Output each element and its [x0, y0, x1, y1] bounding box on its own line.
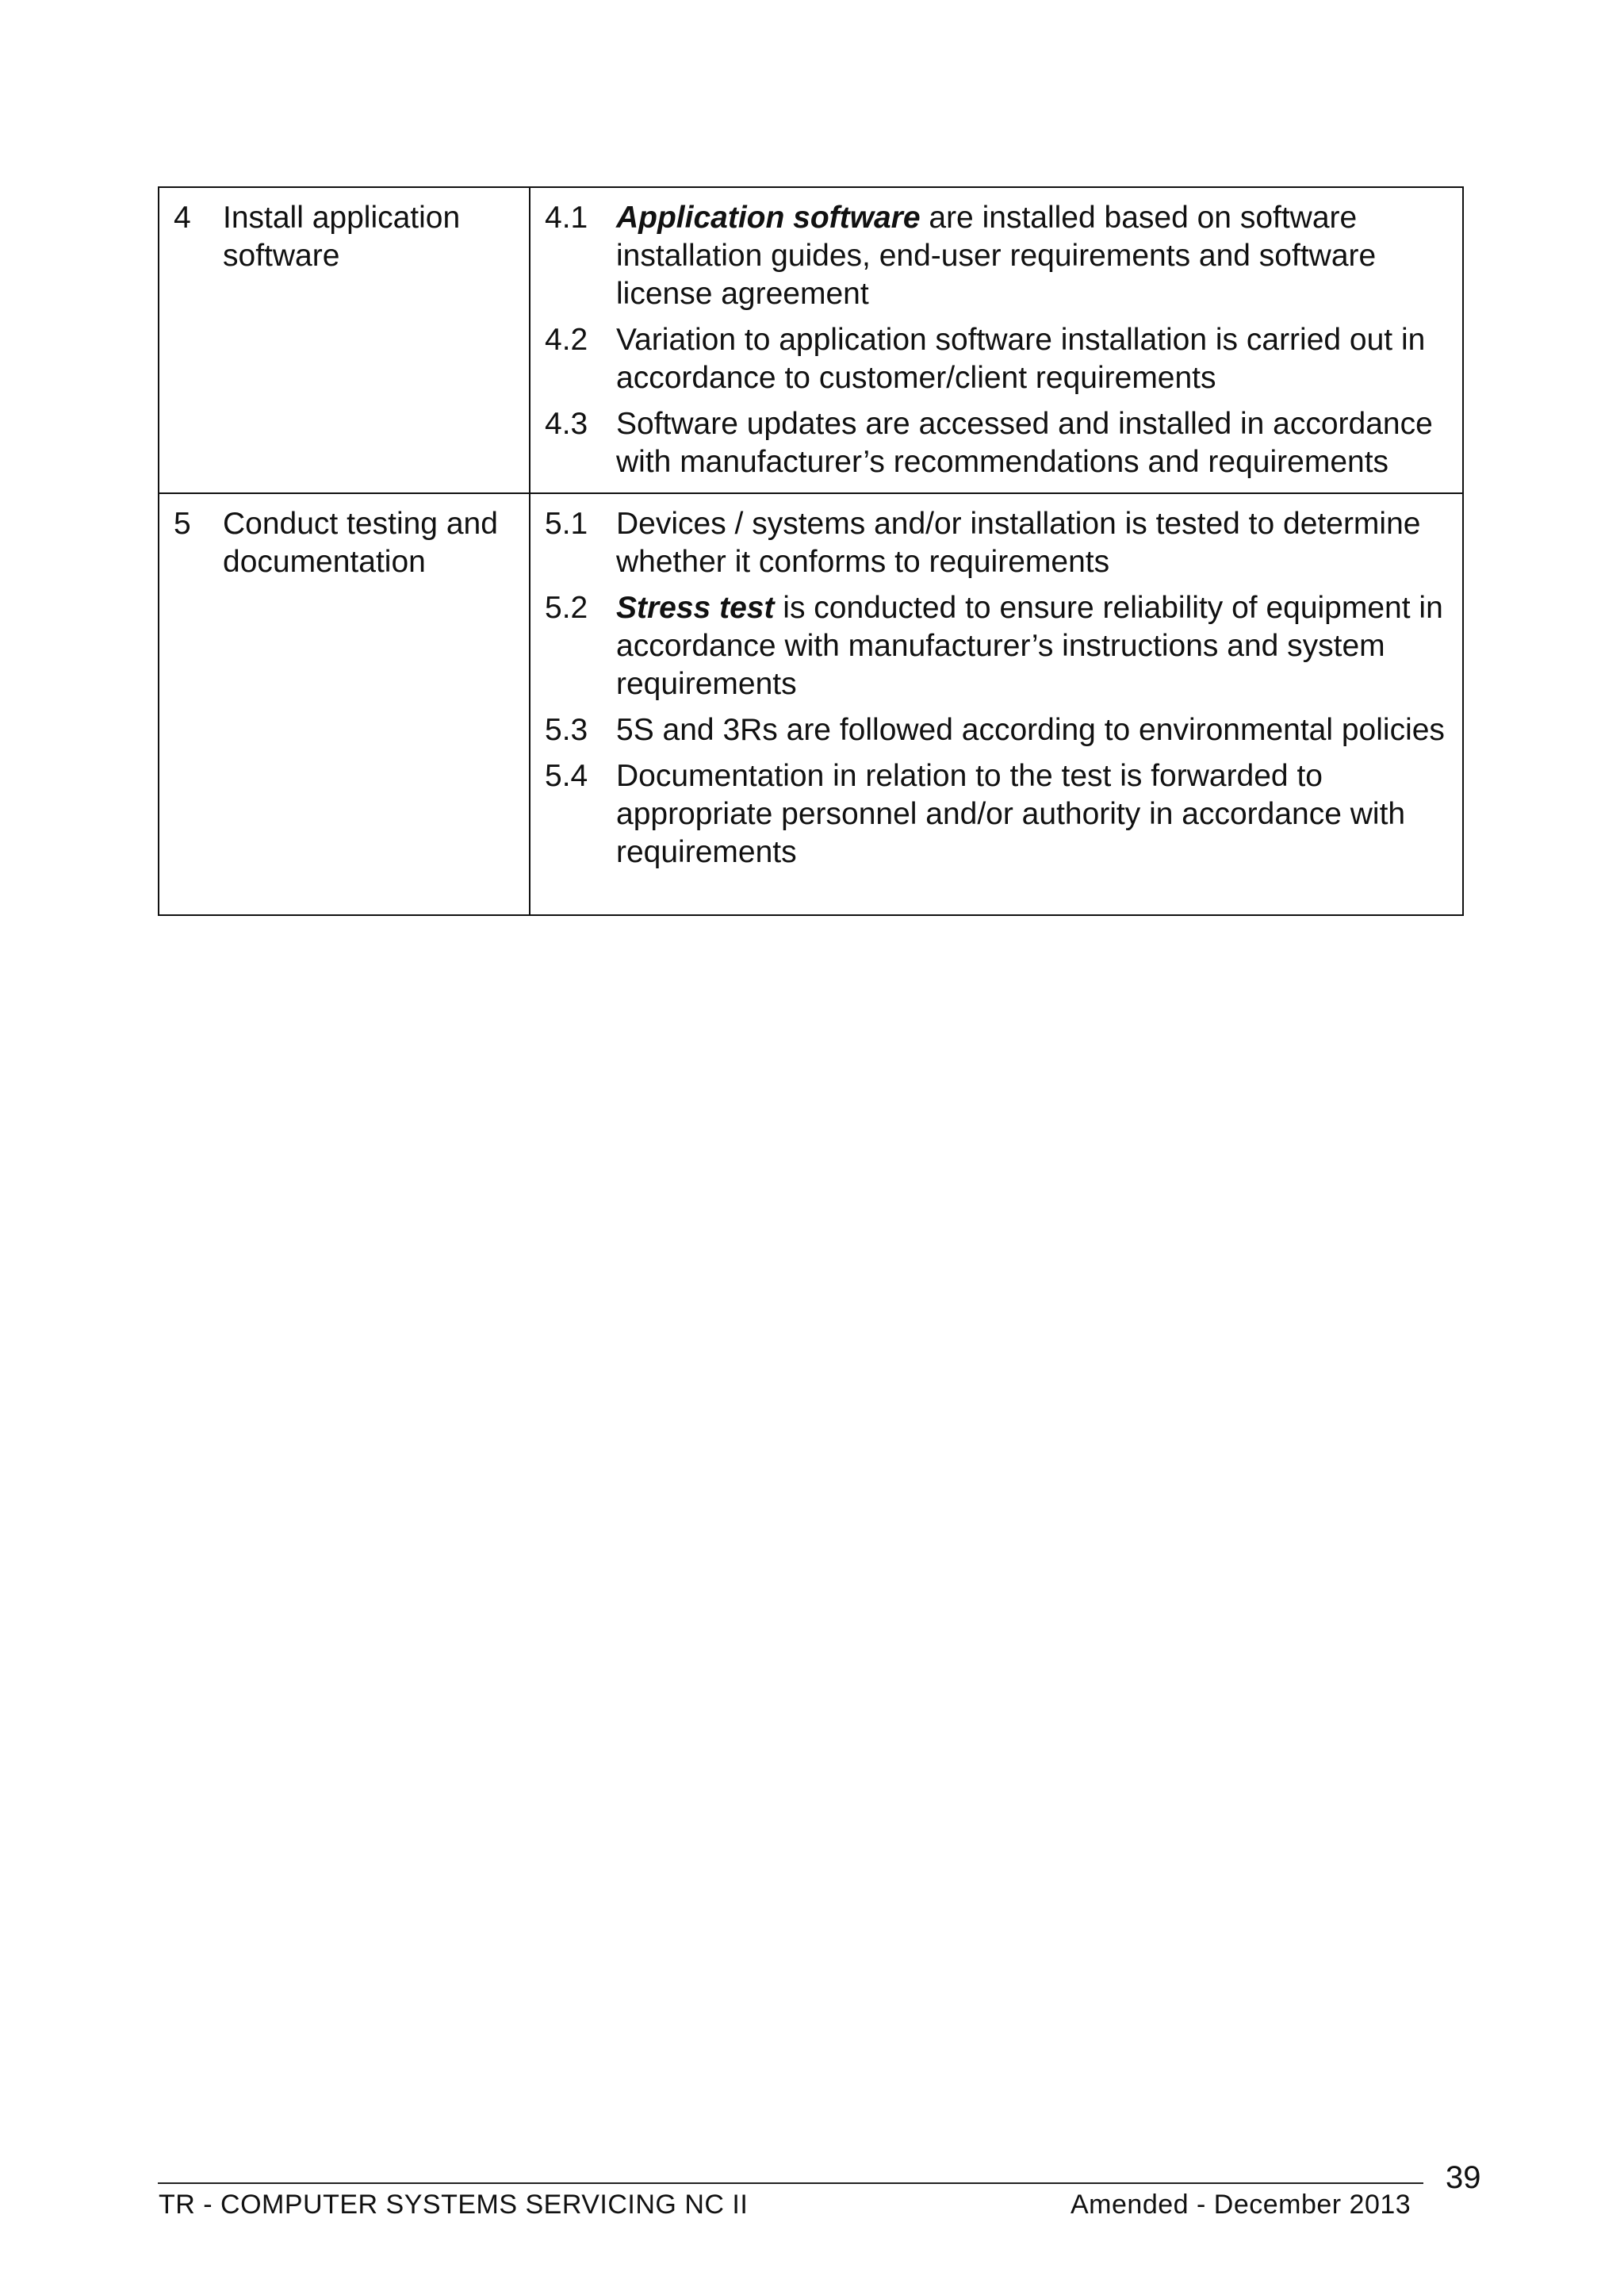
criterion-text: 5S and 3Rs are followed according to environmental policies [616, 713, 1445, 747]
criterion-text [616, 199, 1448, 313]
page-number: 39 [1446, 2160, 1481, 2195]
criterion-text: Software updates are accessed and installed in accordance with manufacturer’s recommendations and requirements [616, 407, 1433, 479]
element-cell [159, 493, 530, 915]
table-row [159, 493, 1463, 915]
criterion-item [545, 711, 1448, 749]
criterion-number: 5.3 [545, 713, 588, 747]
criterion-item [545, 321, 1448, 397]
element-cell [159, 187, 530, 493]
criterion-number: 5.4 [545, 759, 588, 793]
criterion-item [545, 589, 1448, 703]
element-number: 4 [174, 201, 191, 235]
criterion-number: 4.3 [545, 407, 588, 441]
criterion-item [545, 405, 1448, 481]
criterion-body: are installed based on software installation guides, end-user requirements and software license agreement [616, 201, 1377, 311]
criterion-text [616, 589, 1448, 703]
criterion-item [545, 199, 1448, 313]
criterion-number: 4.2 [545, 323, 588, 357]
competency-table [158, 186, 1464, 916]
criterion-item [545, 505, 1448, 581]
footer-amended-date: Amended - December 2013 [1071, 2190, 1411, 2220]
criterion-number: 5.1 [545, 507, 588, 541]
criterion-text: Devices / systems and/or installation is tested to determine whether it conforms to requirements [616, 507, 1421, 579]
criterion-text: Variation to application software installation is carried out in accordance to customer/client requirements [616, 323, 1426, 395]
criterion-item [545, 757, 1448, 872]
criterion-number: 5.2 [545, 591, 588, 625]
performance-criteria-cell [530, 493, 1463, 915]
footer-divider [158, 2182, 1423, 2184]
element-title: Conduct testing and documentation [223, 507, 498, 579]
element-title: Install application software [223, 201, 461, 273]
criterion-body: is conducted to ensure reliability of equipment in accordance with manufacturer’s instructions and system requirements [616, 591, 1443, 701]
footer-document-title: TR - COMPUTER SYSTEMS SERVICING NC II [159, 2190, 749, 2220]
criterion-emphasis: Stress test [616, 591, 775, 625]
performance-criteria-cell [530, 187, 1463, 493]
criterion-text: Documentation in relation to the test is forwarded to appropriate personnel and/or authority in accordance with requirements [616, 759, 1406, 869]
table-row [159, 187, 1463, 493]
criterion-number: 4.1 [545, 201, 588, 235]
element-number: 5 [174, 507, 191, 541]
criterion-emphasis: Application software [616, 201, 921, 235]
